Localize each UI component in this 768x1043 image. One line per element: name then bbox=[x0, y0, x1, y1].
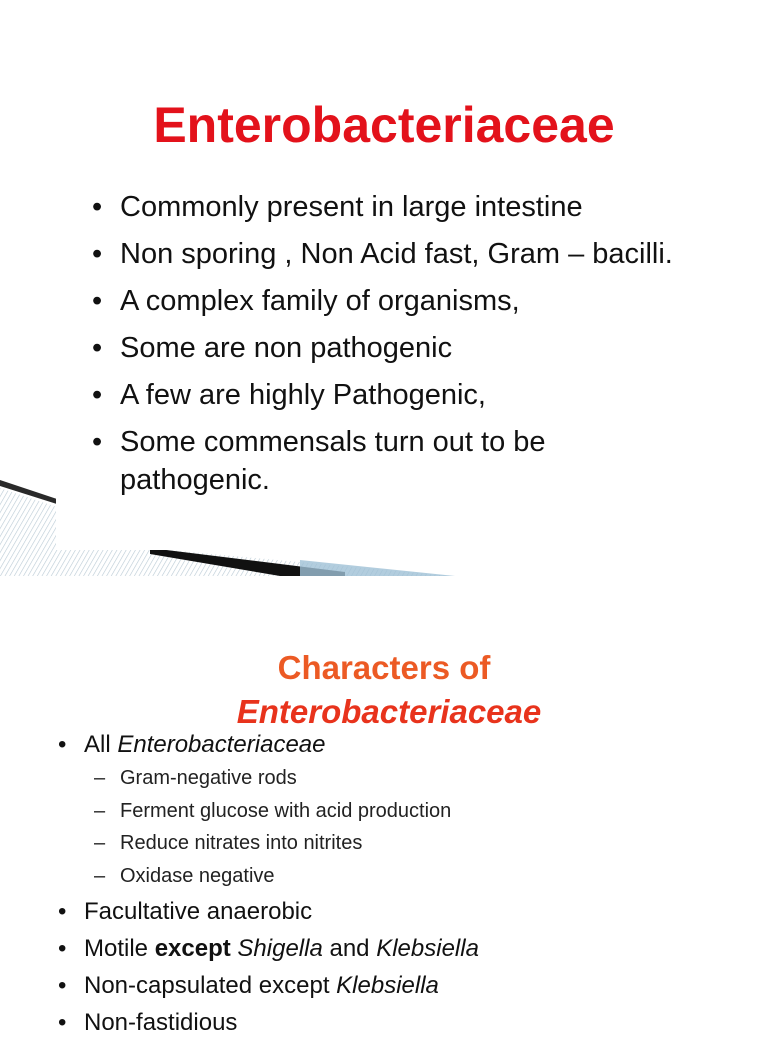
light-stripe bbox=[300, 560, 455, 576]
list-item bbox=[56, 932, 736, 966]
list-item: • Non sporing , Non Acid fast, Gram – bacilli. bbox=[88, 235, 688, 273]
slide-2-title bbox=[0, 646, 768, 734]
item-text: Motile bbox=[84, 935, 155, 962]
list-item bbox=[56, 969, 736, 1003]
sub-list-item: – Ferment glucose with acid production bbox=[90, 795, 736, 828]
sub-list-item: – Oxidase negative bbox=[90, 860, 736, 893]
list-item: • A complex family of organisms, bbox=[88, 282, 688, 320]
slide-2-title-line-1: Characters of bbox=[277, 649, 491, 686]
item-text: Non-capsulated except bbox=[84, 972, 337, 999]
item-italic-text: Klebsiella bbox=[336, 972, 439, 999]
slide-2 bbox=[0, 576, 768, 1036]
list-item: • A few are highly Pathogenic, bbox=[88, 376, 688, 414]
slide-2-bullet-list bbox=[56, 728, 736, 1043]
list-item bbox=[56, 728, 736, 892]
list-item: • Commonly present in large intestine bbox=[88, 188, 688, 226]
item-text: All bbox=[84, 731, 118, 758]
item-italic-text: Enterobacteriaceae bbox=[117, 731, 326, 758]
sub-list-item: – Gram-negative rods bbox=[90, 762, 736, 795]
sub-list-item: – Reduce nitrates into nitrites bbox=[90, 827, 736, 860]
slide-1-title: Enterobacteriaceae bbox=[153, 97, 615, 153]
sub-list bbox=[84, 762, 736, 892]
slide-1-bullet-list bbox=[88, 188, 688, 508]
slide-2-title-line-2: Enterobacteriaceae bbox=[236, 693, 542, 730]
list-item: • Some are non pathogenic bbox=[88, 329, 688, 367]
list-item: • Non-fastidious bbox=[56, 1006, 736, 1040]
list-item: • Facultative anaerobic bbox=[56, 895, 736, 929]
item-italic-text: Klebsiella bbox=[376, 935, 479, 962]
list-item: • Some commensals turn out to be pathogenic. bbox=[88, 423, 688, 499]
item-bold-text: except bbox=[154, 935, 231, 962]
item-text: and bbox=[322, 935, 377, 962]
item-italic-text: Shigella bbox=[237, 935, 323, 962]
